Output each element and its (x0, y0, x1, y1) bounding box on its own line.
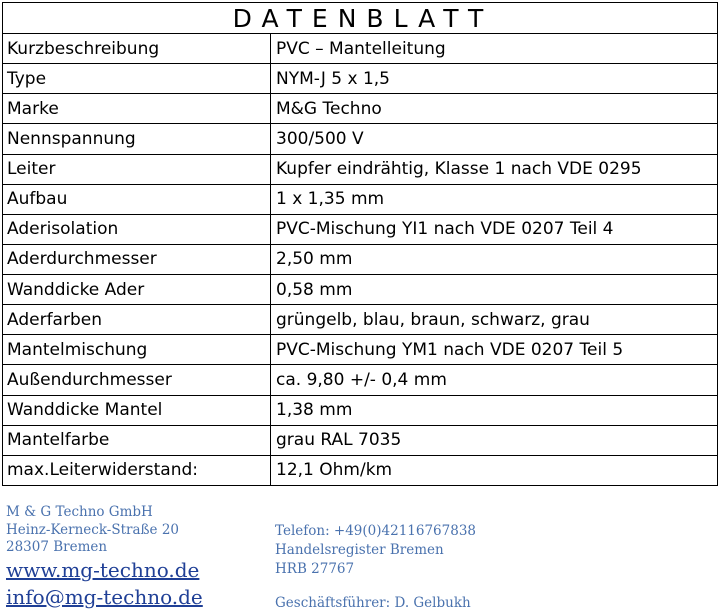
row-label: Leiter (3, 154, 271, 184)
row-label: Aderisolation (3, 214, 271, 244)
datasheet-table (2, 2, 718, 486)
row-label: Mantelfarbe (3, 425, 271, 455)
table-row (3, 124, 718, 154)
company-address (6, 504, 203, 611)
company-city: 28307 Bremen (6, 539, 108, 555)
table-row (3, 455, 718, 485)
row-label: Wanddicke Mantel (3, 395, 271, 425)
row-value: NYM-J 5 x 1,5 (271, 64, 718, 94)
datasheet-title: DATENBLATT (3, 3, 718, 34)
row-value: PVC-Mischung YM1 nach VDE 0207 Teil 5 (271, 335, 718, 365)
website-link[interactable]: www.mg-techno.de (6, 557, 200, 582)
table-row (3, 365, 718, 395)
row-value: Kupfer eindrähtig, Klasse 1 nach VDE 0295 (271, 154, 718, 184)
row-label: Aufbau (3, 184, 271, 214)
row-value: 0,58 mm (271, 275, 718, 305)
table-row (3, 305, 718, 335)
table-row (3, 184, 718, 214)
row-value: PVC – Mantelleitung (271, 34, 718, 64)
row-label: max.Leiterwiderstand: (3, 455, 271, 485)
table-row (3, 425, 718, 455)
company-name: M & G Techno GmbH (6, 504, 153, 520)
company-street: Heinz-Kerneck-Straße 20 (6, 521, 180, 538)
row-value: 12,1 Ohm/km (271, 455, 718, 485)
register-number: HRB 27767 (275, 561, 355, 577)
table-row (3, 275, 718, 305)
row-value: ca. 9,80 +/- 0,4 mm (271, 365, 718, 395)
row-value: 300/500 V (271, 124, 718, 154)
row-label: Nennspannung (3, 124, 271, 154)
row-value: M&G Techno (271, 94, 718, 124)
table-row (3, 214, 718, 244)
managing-director: Geschäftsführer: D. Gelbukh (275, 595, 471, 611)
row-label: Wanddicke Ader (3, 275, 271, 305)
phone-number: Telefon: +49(0)42116767838 (275, 523, 477, 539)
table-row (3, 335, 718, 365)
row-label: Außendurchmesser (3, 365, 271, 395)
table-row (3, 244, 718, 274)
row-value: 1,38 mm (271, 395, 718, 425)
table-row (3, 94, 718, 124)
table-row (3, 64, 718, 94)
row-value: grüngelb, blau, braun, schwarz, grau (271, 305, 718, 335)
row-label: Marke (3, 94, 271, 124)
trade-register: Handelsregister Bremen (275, 542, 444, 558)
row-value: grau RAL 7035 (271, 425, 718, 455)
row-value: PVC-Mischung YI1 nach VDE 0207 Teil 4 (271, 214, 718, 244)
row-label: Type (3, 64, 271, 94)
row-label: Mantelmischung (3, 335, 271, 365)
table-row (3, 34, 718, 64)
row-label: Aderfarben (3, 305, 271, 335)
row-value: 1 x 1,35 mm (271, 184, 718, 214)
row-label: Kurzbeschreibung (3, 34, 271, 64)
company-contact (275, 522, 476, 613)
datasheet-rows (3, 34, 718, 486)
email-link[interactable]: info@mg-techno.de (6, 584, 203, 609)
row-label: Aderdurchmesser (3, 244, 271, 274)
row-value: 2,50 mm (271, 244, 718, 274)
table-row (3, 395, 718, 425)
table-row (3, 154, 718, 184)
